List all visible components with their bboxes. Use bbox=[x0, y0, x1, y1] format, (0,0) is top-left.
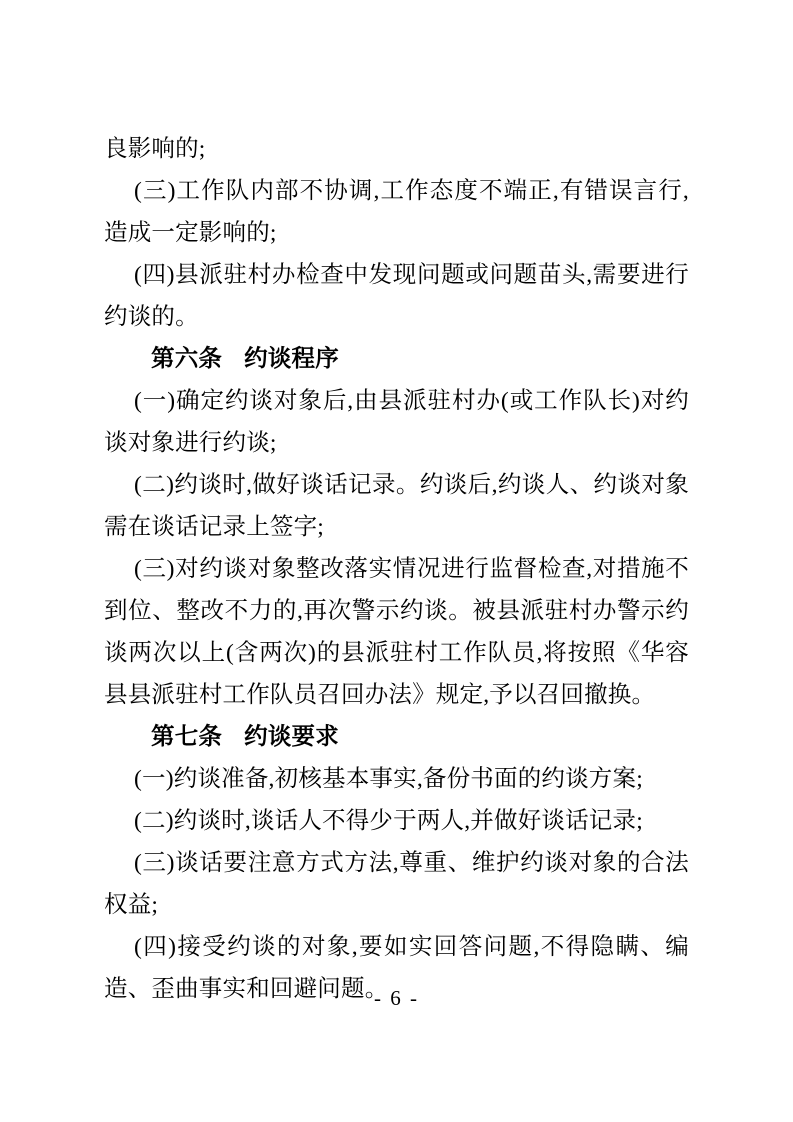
paragraph-continuation: 良影响的; bbox=[104, 136, 206, 162]
paragraph-item-four-first: (四)县派驻村办检查中发现问题或问题苗头,需要进行约谈的。 bbox=[104, 262, 689, 330]
heading-article-six bbox=[104, 338, 689, 380]
paragraph-seven-item-two: (二)约谈时,谈话人不得少于两人,并做好谈话记录; bbox=[134, 808, 643, 834]
article-six-title: 约谈程序 bbox=[244, 346, 339, 372]
heading-article-seven bbox=[104, 716, 689, 758]
article-seven-title: 约谈要求 bbox=[244, 724, 339, 750]
page-number-footer: - 6 - bbox=[374, 986, 419, 1010]
article-seven-number: 第七条 bbox=[151, 724, 223, 750]
article-six-number: 第六条 bbox=[151, 346, 223, 372]
document-body bbox=[104, 128, 689, 1010]
paragraph-seven-item-one: (一)约谈准备,初核基本事实,备份书面的约谈方案; bbox=[134, 766, 643, 792]
paragraph-seven-item-four: (四)接受约谈的对象,要如实回答问题,不得隐瞒、编造、歪曲事实和回避问题。 bbox=[104, 934, 689, 1002]
paragraph-six-item-two: (二)约谈时,做好谈话记录。约谈后,约谈人、约谈对象需在谈话记录上签字; bbox=[104, 472, 689, 540]
paragraph-six-item-one: (一)确定约谈对象后,由县派驻村办(或工作队长)对约谈对象进行约谈; bbox=[104, 388, 689, 456]
paragraph-item-three-first: (三)工作队内部不协调,工作态度不端正,有错误言行,造成一定影响的; bbox=[104, 178, 689, 246]
paragraph-six-item-three: (三)对约谈对象整改落实情况进行监督检查,对措施不到位、整改不力的,再次警示约谈。被县派驻村办警示约谈两次以上(含两次)的县派驻村工作队员,将按照《华容县县派驻村工作队员召回办法》规定,予以召回撤换。 bbox=[104, 556, 689, 708]
paragraph-seven-item-three: (三)谈话要注意方式方法,尊重、维护约谈对象的合法权益; bbox=[104, 850, 689, 918]
